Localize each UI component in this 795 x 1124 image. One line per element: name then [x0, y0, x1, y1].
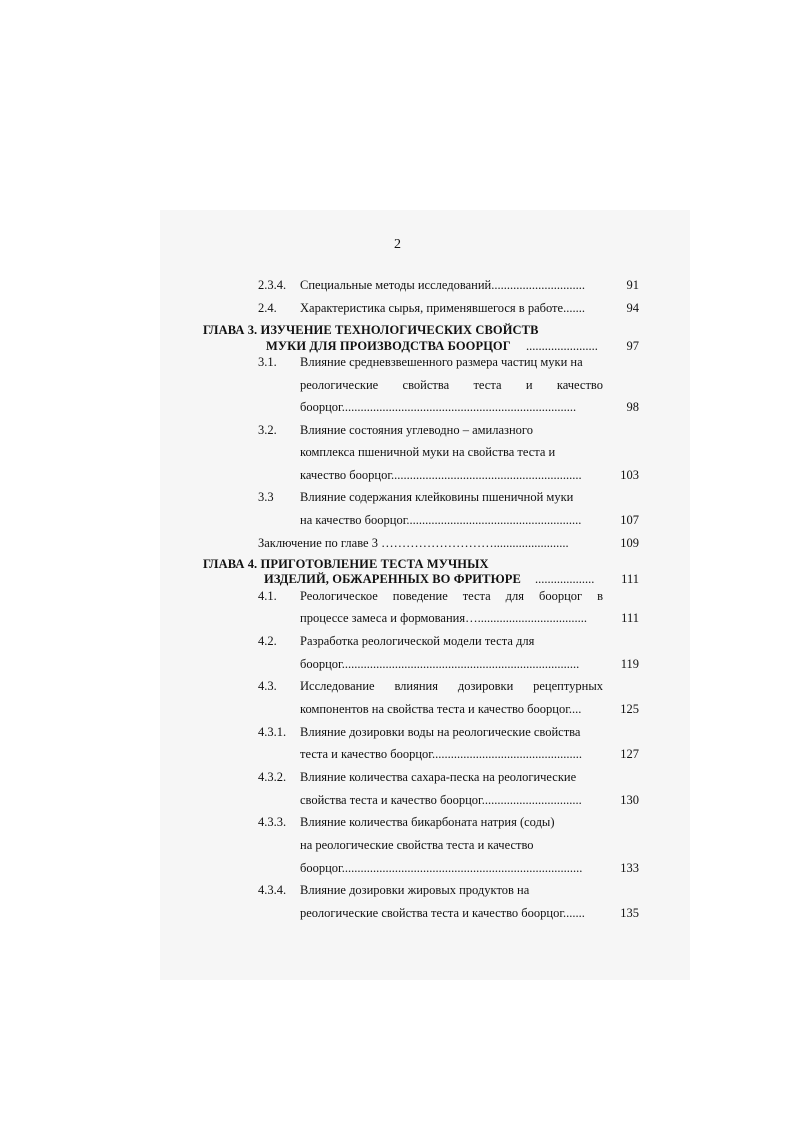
chapter-title-line-1: ГЛАВА 3. ИЗУЧЕНИЕ ТЕХНОЛОГИЧЕСКИХ СВОЙСТВ — [203, 323, 539, 337]
section-title-line-1: Исследование влияния дозировки рецептурных — [300, 679, 603, 693]
section-title-line-1: Влияние содержания клейковины пшеничной муки — [300, 490, 574, 504]
section-title-line-2: на качество боорцог........................................................ — [300, 513, 582, 527]
section-number: 3.2. — [258, 423, 277, 437]
section-title-line-1: Реологическое поведение теста для боорцог в — [300, 589, 603, 603]
page-ref: 97 — [626, 339, 639, 353]
section-title-line-1: Влияние дозировки воды на реологические свойства — [300, 725, 581, 739]
section-title-line-1: Влияние количества бикарбоната натрия (соды) — [300, 815, 555, 829]
section-number: 4.3.4. — [258, 883, 287, 897]
section-number: 3.1. — [258, 355, 277, 369]
page-ref: 103 — [620, 468, 639, 482]
dot-leader: ....................... — [526, 339, 598, 353]
page-ref: 91 — [626, 278, 639, 292]
page-ref: 111 — [621, 611, 639, 625]
section-title-line-1: Влияние состояния углеводно – амилазного — [300, 423, 533, 437]
section-title-line-1: Влияние дозировки жировых продуктов на — [300, 883, 530, 897]
section-title-line-2: реологические свойства теста и качество — [300, 378, 603, 392]
section-title-line-3: боорцог............................................................................. — [300, 861, 583, 875]
page-ref: 119 — [620, 657, 639, 671]
section-number: 4.3. — [258, 679, 277, 693]
section-title-line-2: комплекса пшеничной муки на свойства теста и — [300, 445, 556, 459]
page-ref: 111 — [621, 572, 639, 586]
section-title-line-1: Разработка реологической модели теста для — [300, 634, 535, 648]
page-ref: 125 — [620, 702, 639, 716]
section-title-line-2: реологические свойства теста и качество боорцог....... — [300, 906, 585, 920]
section-number: 3.3 — [258, 490, 274, 504]
section-title-line-2: боорцог............................................................................ — [300, 657, 580, 671]
section-title-line-3: качество боорцог............................................................. — [300, 468, 582, 482]
chapter-title-line-2: ИЗДЕЛИЙ, ОБЖАРЕННЫХ ВО ФРИТЮРЕ — [264, 572, 521, 586]
section-number: 4.3.3. — [258, 815, 287, 829]
section-title-line-3: боорцог........................................................................... — [300, 400, 577, 414]
section-title-line-2: свойства теста и качество боорцог................................ — [300, 793, 582, 807]
section-number: 4.3.1. — [258, 725, 287, 739]
section-number: 4.1. — [258, 589, 277, 603]
dot-leader: ................... — [535, 572, 595, 586]
section-title: Специальные методы исследований.............................. — [300, 278, 585, 292]
chapter-title-line-1: ГЛАВА 4. ПРИГОТОВЛЕНИЕ ТЕСТА МУЧНЫХ — [203, 557, 489, 571]
section-title-line-2: компонентов на свойства теста и качество боорцог.... — [300, 702, 582, 716]
section-number: 4.3.2. — [258, 770, 287, 784]
page-ref: 107 — [620, 513, 639, 527]
page-ref: 94 — [626, 301, 639, 315]
section-title-line-2: на реологические свойства теста и качество — [300, 838, 534, 852]
page-ref: 109 — [620, 536, 639, 550]
page-ref: 98 — [626, 400, 639, 414]
page-number: 2 — [394, 237, 401, 252]
section-title-line-1: Влияние средневзвешенного размера частиц муки на — [300, 355, 583, 369]
section-number: 4.2. — [258, 634, 277, 648]
section-number: 2.4. — [258, 301, 277, 315]
section-number: 2.3.4. — [258, 278, 287, 292]
page-ref: 130 — [620, 793, 639, 807]
page-ref: 135 — [620, 906, 639, 920]
section-title-line-2: теста и качество боорцог................................................ — [300, 747, 583, 761]
conclusion-title: Заключение по главе 3 ………………………........................ — [258, 536, 569, 550]
page-ref: 133 — [620, 861, 639, 875]
page-ref: 127 — [620, 747, 639, 761]
chapter-title-line-2: МУКИ ДЛЯ ПРОИЗВОДСТВА БООРЦОГ — [266, 339, 511, 353]
section-title-line-2: процессе замеса и формования…................................... — [300, 611, 587, 625]
section-title: Характеристика сырья, применявшегося в работе....... — [300, 301, 585, 315]
section-title-line-1: Влияние количества сахара-песка на реологические — [300, 770, 577, 784]
